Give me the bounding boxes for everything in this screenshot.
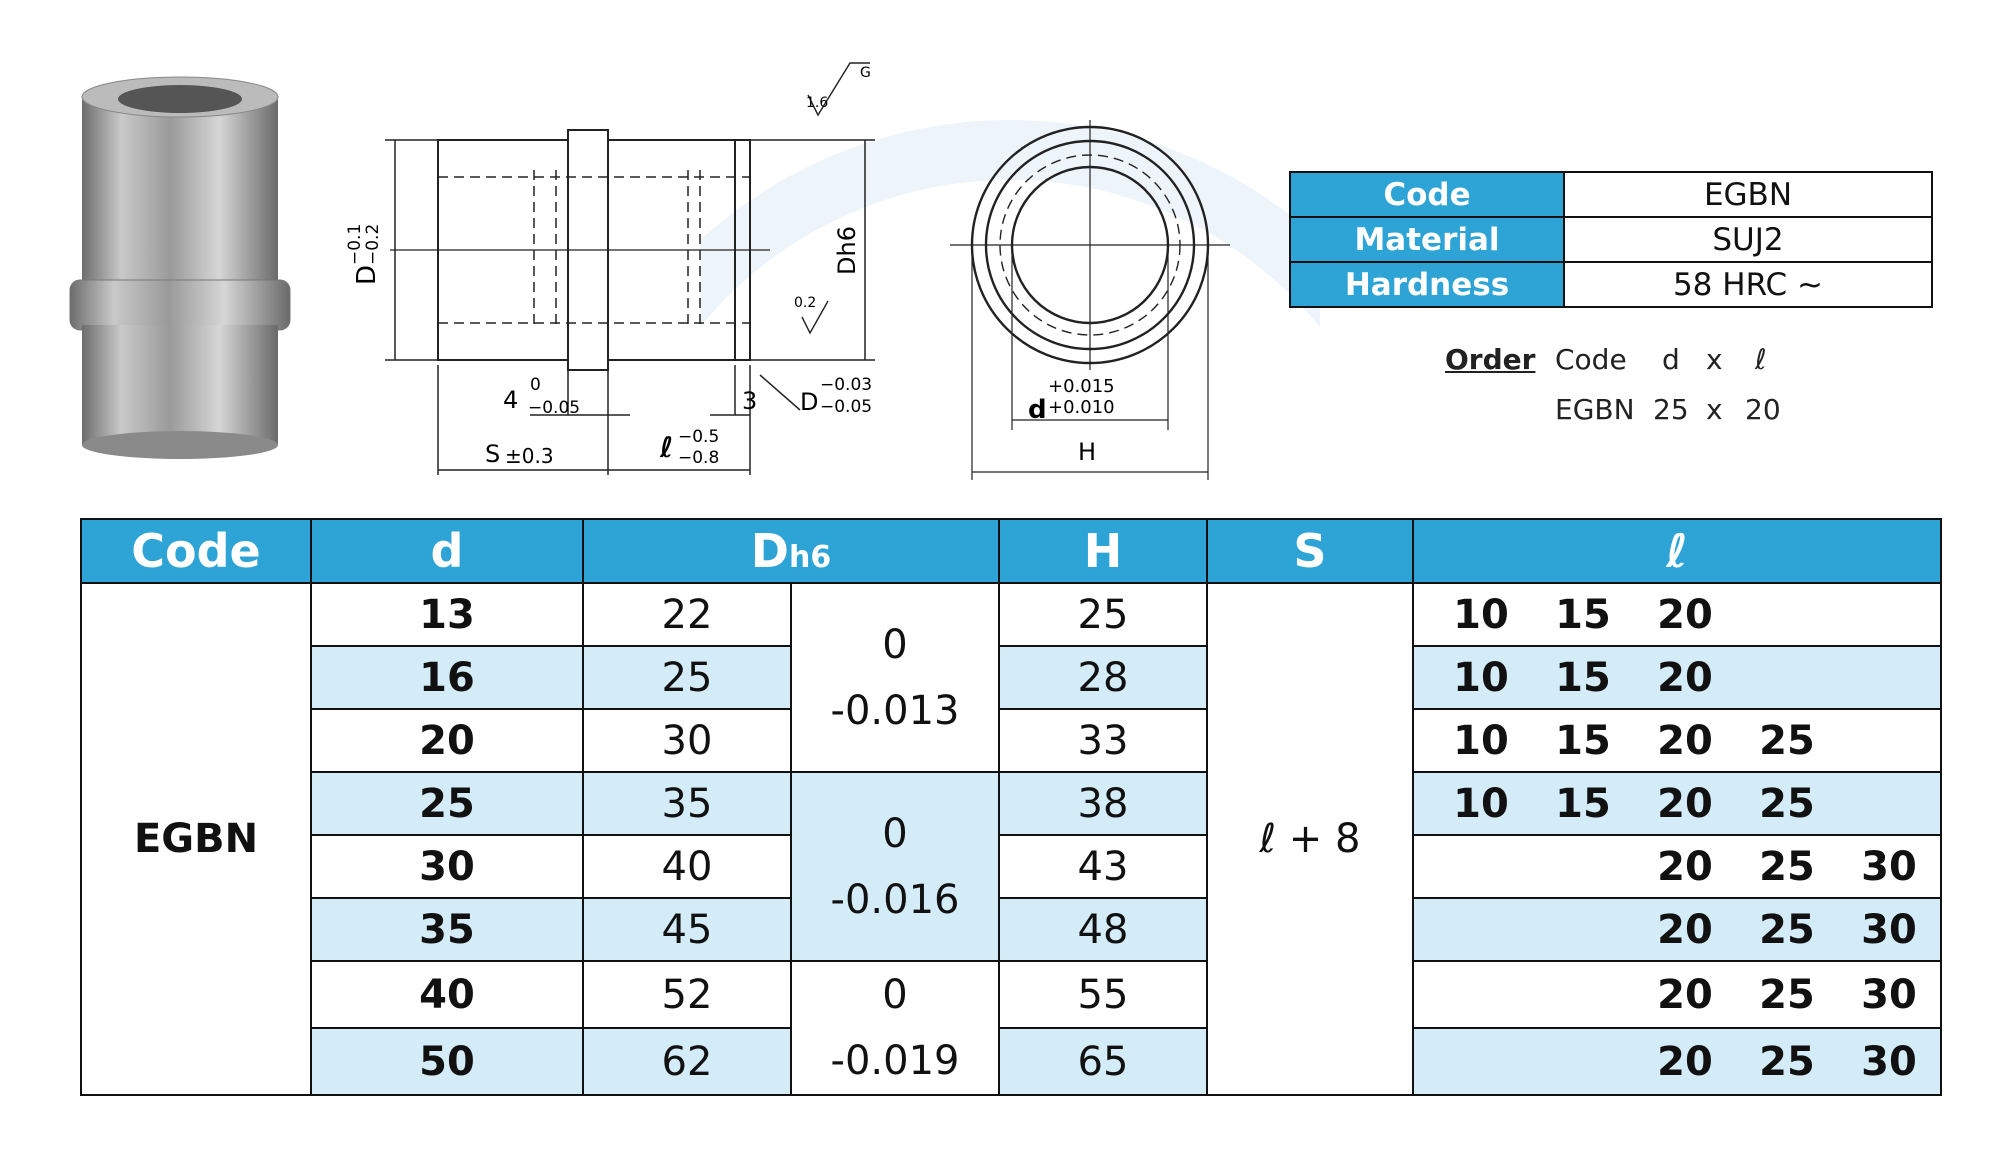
l-values [1414,907,1940,953]
dim-4-tol-lower: −0.05 [528,398,581,418]
order-label: Order [1445,343,1536,376]
l-cell [1413,772,1941,835]
l-value: 20 [1657,1038,1713,1085]
D-cell: 35 [583,772,791,835]
order-example-x: x [1706,393,1723,426]
dim-d-tol-lower: +0.010 [1048,397,1115,418]
tolerance-cell [791,961,999,1095]
tolerance-upper: 0 [882,810,908,857]
l-value: 30 [1861,1038,1917,1085]
d-cell: 30 [311,835,583,898]
l-value: 10 [1453,591,1509,638]
H-cell: 38 [999,772,1207,835]
l-cell [1413,1028,1941,1095]
dim-S-tol: ±0.3 [505,444,554,468]
l-value [1430,907,1532,953]
header-D-main: D [750,524,789,578]
l-cell [1413,835,1941,898]
D-cell: 22 [583,583,791,646]
l-value [1532,907,1634,953]
l-value: 15 [1555,717,1611,764]
dim-l-tol-upper: −0.5 [678,427,720,447]
header-D-sub: h6 [788,540,832,575]
tolerance-cell [791,583,999,772]
spec-value: SUJ2 [1564,217,1932,262]
l-value: 15 [1555,780,1611,827]
D-cell: 40 [583,835,791,898]
spec-key: Hardness [1290,262,1564,307]
H-cell: 48 [999,898,1207,961]
header-l: ℓ [1413,519,1941,583]
l-cell [1413,961,1941,1028]
d-cell: 13 [311,583,583,646]
order-example-code: EGBN [1555,393,1635,426]
H-cell: 28 [999,646,1207,709]
D-cell: 62 [583,1028,791,1095]
D-cell: 25 [583,646,791,709]
d-cell: 40 [311,961,583,1028]
end-view-drawing [950,120,1240,490]
tolerance-upper: 0 [882,972,908,1018]
d-cell: 25 [311,772,583,835]
spec-value: EGBN [1564,172,1932,217]
l-values [1414,844,1940,890]
tolerance-cell [791,772,999,961]
dim-S: S [485,440,501,468]
code-cell: EGBN [81,583,311,1095]
l-value [1430,1039,1532,1085]
l-value: 15 [1555,654,1611,701]
l-value: 10 [1453,717,1509,764]
l-value: 25 [1759,971,1815,1018]
dim-Dh6-label: Dh6 [833,226,861,275]
spec-key: Material [1290,217,1564,262]
spec-row [1290,172,1932,217]
roughness-1: 1.6 [806,95,829,111]
l-values [1414,1039,1940,1085]
l-value [1736,592,1838,638]
l-value: 20 [1657,906,1713,953]
l-value: 25 [1759,906,1815,953]
table-row [81,709,1941,772]
dimension-table [80,518,1942,1096]
l-value: 25 [1759,717,1815,764]
dim-4: 4 [503,386,519,414]
H-cell: 25 [999,583,1207,646]
l-value: 30 [1861,906,1917,953]
l-cell [1413,898,1941,961]
order-header-l: ℓ [1755,343,1767,376]
l-values [1414,972,1940,1018]
d-cell: 50 [311,1028,583,1095]
dim-D2-tol-upper: −0.03 [820,375,873,395]
D-cell: 52 [583,961,791,1028]
table-row [81,1028,1941,1095]
l-value: 25 [1759,1038,1815,1085]
spec-table [1289,171,1933,308]
spec-row [1290,262,1932,307]
l-value [1736,655,1838,701]
dim-l-tol-lower: −0.8 [678,448,720,468]
l-value: 20 [1657,591,1713,638]
l-values [1414,718,1940,764]
dim-D2-tol-lower: −0.05 [820,397,873,417]
l-value: 10 [1453,654,1509,701]
d-cell: 16 [311,646,583,709]
dim-d: d [1028,395,1047,425]
l-value [1532,1039,1634,1085]
H-cell: 65 [999,1028,1207,1095]
dim-D-label: D [352,264,382,285]
l-value: 15 [1555,591,1611,638]
H-cell: 55 [999,961,1207,1028]
l-value: 20 [1657,717,1713,764]
tolerance-lower: -0.013 [830,687,960,734]
l-value: 30 [1861,971,1917,1018]
l-value: 25 [1759,780,1815,827]
l-value: 25 [1759,843,1815,890]
l-value: 20 [1657,780,1713,827]
dim-D-tol-upper: −0.1 [345,223,365,265]
l-value [1430,972,1532,1018]
header-d: d [311,519,583,583]
table-row [81,772,1941,835]
tolerance-lower: -0.016 [830,876,960,923]
l-cell [1413,709,1941,772]
table-row [81,961,1941,1028]
dim-d-tol-upper: +0.015 [1048,376,1115,397]
roughness-grind: G [860,65,871,81]
table-row [81,646,1941,709]
H-cell: 43 [999,835,1207,898]
dim-D-tol-lower: −0.2 [363,223,383,265]
order-example-d: 25 [1653,393,1689,426]
table-row [81,583,1941,646]
tolerance-lower: -0.019 [830,1038,960,1084]
S-cell: ℓ + 8 [1207,583,1413,1095]
H-cell: 33 [999,709,1207,772]
side-view-drawing [330,55,930,475]
order-header-d: d [1662,343,1680,376]
dim-3: 3 [742,387,758,415]
l-cell [1413,646,1941,709]
dim-D2: D [800,388,819,416]
l-value [1532,972,1634,1018]
l-values [1414,781,1940,827]
D-cell: 30 [583,709,791,772]
l-value: 20 [1657,971,1713,1018]
l-values [1414,592,1940,638]
table-row [81,835,1941,898]
header-H: H [999,519,1207,583]
dim-H: H [1078,438,1097,466]
order-example-l: 20 [1745,393,1781,426]
l-cell [1413,583,1941,646]
order-header-code: Code [1555,343,1627,376]
l-value [1430,844,1532,890]
roughness-2: 0.2 [794,295,817,311]
table-row [81,898,1941,961]
dim-4-tol-upper: 0 [530,375,541,395]
D-cell: 45 [583,898,791,961]
header-code: Code [81,519,311,583]
bushing-photo [60,75,300,465]
d-cell: 35 [311,898,583,961]
spec-row [1290,217,1932,262]
table-header-row [81,519,1941,583]
l-value: 10 [1453,780,1509,827]
order-header-x: x [1706,343,1723,376]
header-D [583,519,999,583]
header-S: S [1207,519,1413,583]
l-values [1414,655,1940,701]
l-value: 20 [1657,654,1713,701]
l-value: 20 [1657,843,1713,890]
d-cell: 20 [311,709,583,772]
l-value [1532,844,1634,890]
l-value: 30 [1861,843,1917,890]
spec-value: 58 HRC ~ [1564,262,1932,307]
spec-key: Code [1290,172,1564,217]
dim-l: ℓ [660,431,674,464]
tolerance-upper: 0 [882,621,908,668]
